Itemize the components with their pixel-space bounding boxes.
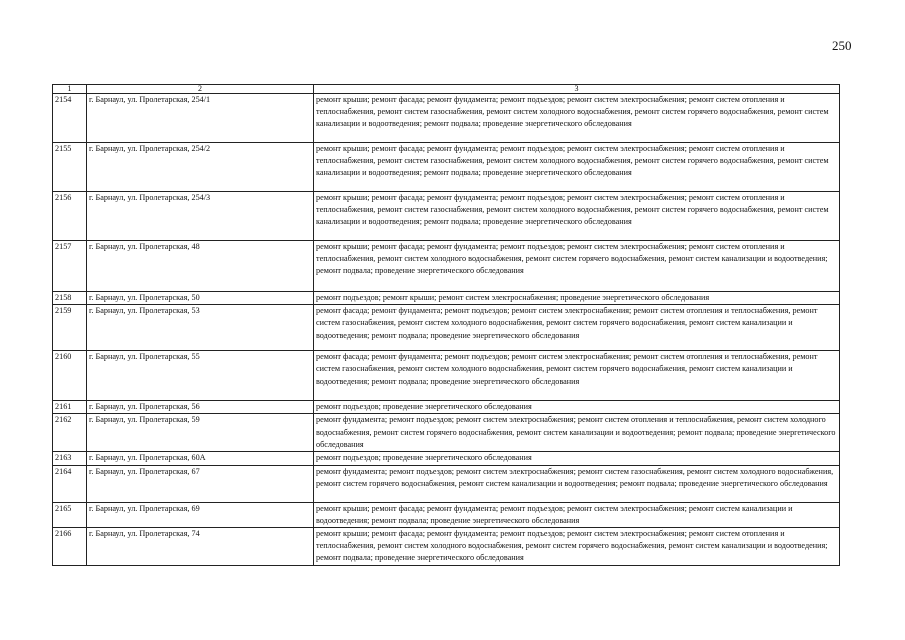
table-row <box>53 502 840 527</box>
table-row <box>53 192 840 241</box>
table-row <box>53 143 840 192</box>
table-row <box>53 94 840 143</box>
row-address: г. Барнаул, ул. Пролетарская, 53 <box>87 305 314 351</box>
row-address: г. Барнаул, ул. Пролетарская, 254/2 <box>87 143 314 192</box>
row-address: г. Барнаул, ул. Пролетарская, 254/1 <box>87 94 314 143</box>
table-header-row <box>53 85 840 94</box>
table-row <box>53 465 840 502</box>
row-number: 2157 <box>53 241 87 292</box>
row-address: г. Барнаул, ул. Пролетарская, 74 <box>87 528 314 566</box>
row-address: г. Барнаул, ул. Пролетарская, 56 <box>87 401 314 414</box>
row-number: 2156 <box>53 192 87 241</box>
row-works: ремонт фасада; ремонт фундамента; ремонт подъездов; ремонт систем электроснабжения; ремонт систем отопления и теплоснабжения, ремонт систем газоснабжения, ремонт систем холодного водоснабжения, ремонт систем горячего водоснабжения, ремонт систем канализации и водоотведения; ремонт подвала; проведение энергетического обследования <box>314 305 840 351</box>
row-works: ремонт фундамента; ремонт подъездов; ремонт систем электроснабжения; ремонт систем газоснабжения, ремонт систем холодного водоснабжения, ремонт систем горячего водоснабжения, ремонт систем канализации и водоотведения; ремонт подвала; проведение энергетического обследования <box>314 465 840 502</box>
row-works: ремонт подъездов; проведение энергетического обследования <box>314 401 840 414</box>
registry-table <box>52 84 840 566</box>
row-number: 2160 <box>53 351 87 401</box>
page-number: 250 <box>832 38 852 53</box>
table-row <box>53 401 840 414</box>
table-row <box>53 528 840 566</box>
row-works: ремонт фундамента; ремонт подъездов; ремонт систем электроснабжения; ремонт систем отопления и теплоснабжения, ремонт систем холодного водоснабжения, ремонт систем горячего водоснабжения, ремонт систем канализации и водоотведения; ремонт подвала; проведение энергетического обследования <box>314 414 840 452</box>
row-number: 2162 <box>53 414 87 452</box>
table-row <box>53 414 840 452</box>
row-address: г. Барнаул, ул. Пролетарская, 48 <box>87 241 314 292</box>
row-number: 2159 <box>53 305 87 351</box>
row-number: 2163 <box>53 452 87 465</box>
table-row <box>53 305 840 351</box>
column-header-1: 1 <box>53 85 87 94</box>
row-works: ремонт крыши; ремонт фасада; ремонт фундамента; ремонт подъездов; ремонт систем электроснабжения; ремонт систем отопления и теплоснабжения, ремонт систем газоснабжения, ремонт систем холодного водоснабжения, ремонт систем горячего водоснабжения, ремонт систем канализации и водоотведения; ремонт подвала; проведение энергетического обследования <box>314 192 840 241</box>
row-number: 2161 <box>53 401 87 414</box>
row-works: ремонт крыши; ремонт фасада; ремонт фундамента; ремонт подъездов; ремонт систем электроснабжения; ремонт систем канализации и водоотведения; ремонт подвала; проведение энергетического обследования <box>314 502 840 527</box>
row-number: 2166 <box>53 528 87 566</box>
row-number: 2154 <box>53 94 87 143</box>
row-works: ремонт подъездов; проведение энергетического обследования <box>314 452 840 465</box>
row-address: г. Барнаул, ул. Пролетарская, 67 <box>87 465 314 502</box>
row-works: ремонт крыши; ремонт фасада; ремонт фундамента; ремонт подъездов; ремонт систем электроснабжения; ремонт систем отопления и теплоснабжения, ремонт систем газоснабжения, ремонт систем холодного водоснабжения, ремонт систем горячего водоснабжения, ремонт систем канализации и водоотведения; ремонт подвала; проведение энергетического обследования <box>314 143 840 192</box>
row-address: г. Барнаул, ул. Пролетарская, 59 <box>87 414 314 452</box>
row-address: г. Барнаул, ул. Пролетарская, 69 <box>87 502 314 527</box>
row-address: г. Барнаул, ул. Пролетарская, 254/3 <box>87 192 314 241</box>
row-number: 2164 <box>53 465 87 502</box>
table-row <box>53 292 840 305</box>
row-works: ремонт крыши; ремонт фасада; ремонт фундамента; ремонт подъездов; ремонт систем электроснабжения; ремонт систем отопления и теплоснабжения, ремонт систем газоснабжения, ремонт систем холодного водоснабжения, ремонт систем горячего водоснабжения, ремонт систем канализации и водоотведения; ремонт подвала; проведение энергетического обследования <box>314 94 840 143</box>
row-number: 2155 <box>53 143 87 192</box>
table-row <box>53 351 840 401</box>
column-header-2: 2 <box>87 85 314 94</box>
column-header-3: 3 <box>314 85 840 94</box>
row-number: 2165 <box>53 502 87 527</box>
row-address: г. Барнаул, ул. Пролетарская, 60А <box>87 452 314 465</box>
row-works: ремонт крыши; ремонт фасада; ремонт фундамента; ремонт подъездов; ремонт систем электроснабжения; ремонт систем отопления и теплоснабжения, ремонт систем холодного водоснабжения, ремонт систем горячего водоснабжения, ремонт систем канализации и водоотведения; ремонт подвала; проведение энергетического обследования <box>314 241 840 292</box>
row-works: ремонт фасада; ремонт фундамента; ремонт подъездов; ремонт систем электроснабжения; ремонт систем отопления и теплоснабжения, ремонт систем газоснабжения, ремонт систем холодного водоснабжения, ремонт систем горячего водоснабжения, ремонт систем канализации и водоотведения; ремонт подвала; проведение энергетического обследования <box>314 351 840 401</box>
table-row <box>53 452 840 465</box>
table-row <box>53 241 840 292</box>
row-works: ремонт подъездов; ремонт крыши; ремонт систем электроснабжения; проведение энергетического обследования <box>314 292 840 305</box>
row-address: г. Барнаул, ул. Пролетарская, 55 <box>87 351 314 401</box>
row-address: г. Барнаул, ул. Пролетарская, 50 <box>87 292 314 305</box>
row-number: 2158 <box>53 292 87 305</box>
row-works: ремонт крыши; ремонт фасада; ремонт фундамента; ремонт подъездов; ремонт систем электроснабжения; ремонт систем отопления и теплоснабжения, ремонт систем холодного водоснабжения, ремонт систем горячего водоснабжения, ремонт систем канализации и водоотведения; ремонт подвала; проведение энергетического обследования <box>314 528 840 566</box>
